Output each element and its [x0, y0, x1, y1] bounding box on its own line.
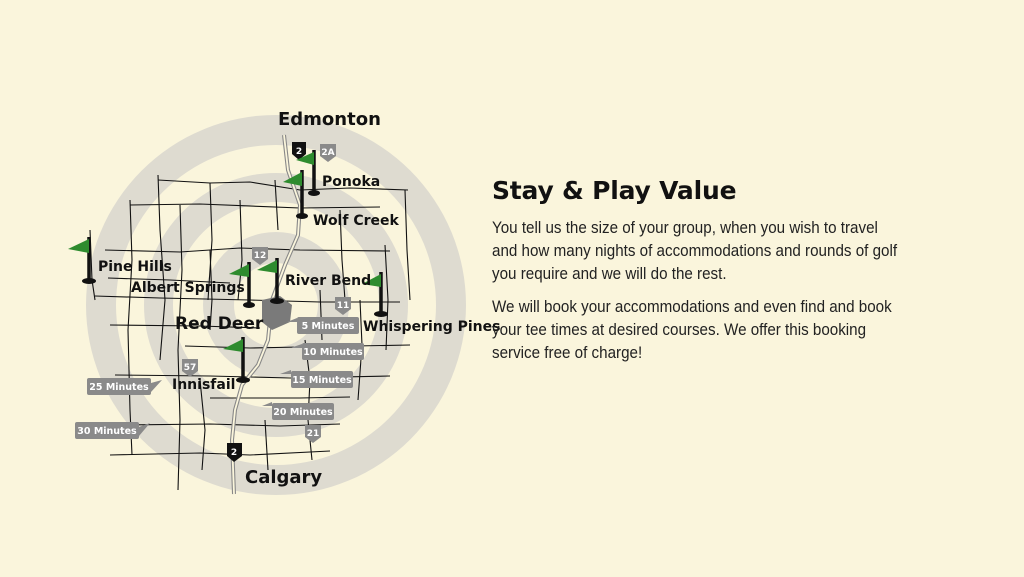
- svg-text:30 Minutes: 30 Minutes: [77, 426, 137, 437]
- label-albert-springs: Albert Springs: [131, 280, 245, 296]
- svg-text:57: 57: [183, 363, 197, 373]
- info-panel: [492, 176, 912, 375]
- label-river-bend: River Bend: [285, 273, 372, 289]
- label-edmonton: Edmonton: [278, 109, 381, 130]
- svg-text:12: 12: [253, 251, 267, 261]
- time-badge-25: [87, 378, 162, 395]
- time-badge-20: [262, 402, 334, 420]
- label-wolf-creek: Wolf Creek: [313, 213, 399, 229]
- svg-text:10 Minutes: 10 Minutes: [303, 347, 363, 358]
- time-badge-30: [75, 422, 150, 439]
- svg-text:21: 21: [306, 429, 320, 439]
- svg-text:5 Minutes: 5 Minutes: [301, 321, 355, 332]
- panel-title: Stay & Play Value: [492, 176, 737, 205]
- svg-text:15 Minutes: 15 Minutes: [292, 375, 352, 386]
- svg-text:20 Minutes: 20 Minutes: [273, 407, 333, 418]
- label-ponoka: Ponoka: [322, 174, 381, 190]
- svg-text:2: 2: [230, 448, 238, 458]
- panel-paragraph-1: You tell us the size of your group, when you wish to travel and how many nights of accommodations and rounds of golf you require and we will do the rest.: [492, 219, 898, 283]
- panel-paragraph-2: We will book your accommodations and even find and book your tee times at desired courses. We offer this booking service free of charge!: [492, 298, 892, 362]
- svg-text:2: 2: [295, 147, 303, 157]
- label-innisfail: Innisfail: [172, 377, 236, 393]
- svg-text:2A: 2A: [321, 148, 335, 158]
- label-pine-hills: Pine Hills: [98, 259, 172, 275]
- label-red-deer: Red Deer: [175, 314, 264, 334]
- label-calgary: Calgary: [245, 467, 323, 488]
- svg-text:25 Minutes: 25 Minutes: [89, 382, 149, 393]
- label-whispering-pines: Whispering Pines: [363, 319, 501, 335]
- time-badge-5: [287, 317, 359, 334]
- svg-text:11: 11: [336, 301, 350, 311]
